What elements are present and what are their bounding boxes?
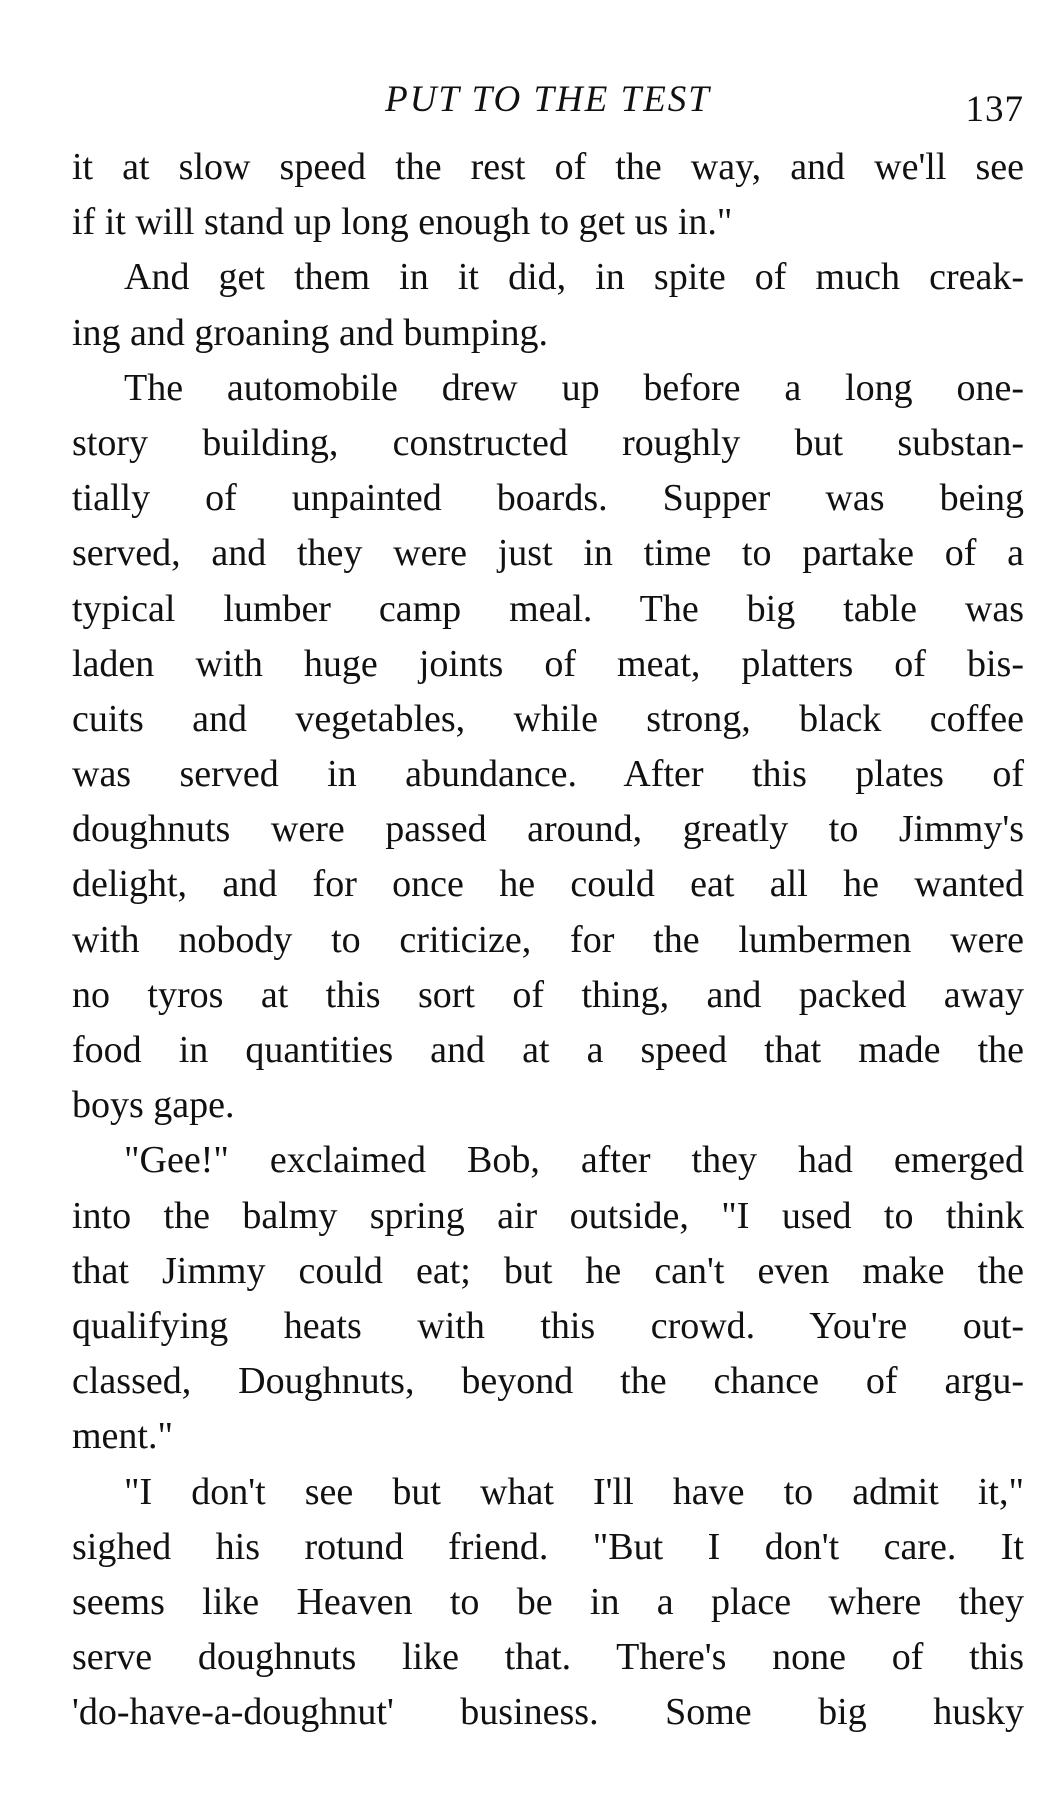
text-line: was served in abundance. After this plates of [72, 753, 1024, 796]
paragraph [72, 1133, 1024, 1464]
text-line: ment." [72, 1415, 173, 1458]
text-line: doughnuts were passed around, greatly to Jimmy's [72, 808, 1024, 851]
running-header [72, 78, 1024, 130]
paragraph [72, 361, 1024, 1134]
text-line: no tyros at this sort of thing, and packed away [72, 973, 1024, 1016]
paragraph [72, 1465, 1024, 1741]
paragraph [72, 140, 1024, 250]
text-line: with nobody to criticize, for the lumbermen were [72, 918, 1024, 961]
text-line: The automobile drew up before a long one- [124, 366, 1024, 409]
text-line: it at slow speed the rest of the way, and we'll see [72, 146, 1024, 188]
text-line: 'do-have-a-doughnut' business. Some big husky [72, 1691, 1024, 1734]
text-line: laden with huge joints of meat, platters of bis- [72, 642, 1024, 685]
text-line: "I don't see but what I'll have to admit it," [124, 1470, 1024, 1513]
body-text [72, 140, 1024, 1740]
text-line: typical lumber camp meal. The big table was [72, 587, 1024, 630]
page-number: 137 [965, 89, 1024, 130]
text-line: into the balmy spring air outside, "I used to think [72, 1194, 1024, 1237]
text-line: if it will stand up long enough to get us in." [72, 201, 733, 244]
text-line: sighed his rotund friend. "But I don't care. It [72, 1525, 1024, 1568]
text-line: classed, Doughnuts, beyond the chance of argu- [72, 1360, 1024, 1403]
text-line: tially of unpainted boards. Supper was being [72, 477, 1024, 520]
text-line: delight, and for once he could eat all he wanted [72, 863, 1024, 906]
text-line: "Gee!" exclaimed Bob, after they had emerged [124, 1139, 1024, 1182]
text-line: And get them in it did, in spite of much creak- [124, 256, 1024, 299]
text-line: served, and they were just in time to partake of a [72, 532, 1024, 575]
running-title: PUT TO THE TEST [385, 79, 711, 120]
text-line: serve doughnuts like that. There's none of this [72, 1636, 1024, 1679]
text-line: boys gape. [72, 1084, 235, 1127]
text-line: food in quantities and at a speed that made the [72, 1029, 1024, 1071]
text-line: that Jimmy could eat; but he can't even make the [72, 1249, 1024, 1292]
text-line: story building, constructed roughly but substan- [72, 421, 1024, 464]
paragraph [72, 250, 1024, 360]
text-line: seems like Heaven to be in a place where they [72, 1580, 1024, 1623]
text-line: qualifying heats with this crowd. You're out- [72, 1304, 1024, 1347]
text-line: cuits and vegetables, while strong, black coffee [72, 697, 1024, 740]
text-line: ing and groaning and bumping. [72, 311, 548, 354]
